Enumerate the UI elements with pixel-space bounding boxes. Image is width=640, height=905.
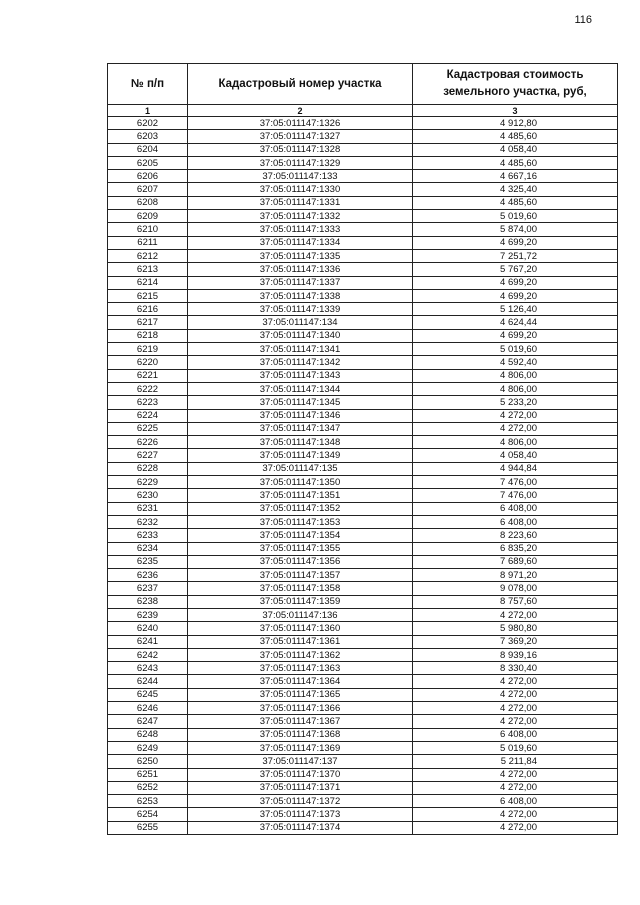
- table-row: [108, 382, 618, 395]
- table-row: [108, 316, 618, 329]
- cadastral-number: 37:05:011147:136: [188, 608, 413, 621]
- row-number: 6212: [108, 249, 188, 262]
- column-index-3: 3: [413, 105, 618, 117]
- table-row: [108, 702, 618, 715]
- table-body: [108, 117, 618, 835]
- cadastral-number: 37:05:011147:1367: [188, 715, 413, 728]
- row-number: 6235: [108, 555, 188, 568]
- table-row: [108, 196, 618, 209]
- cadastral-value: 8 939,16: [413, 648, 618, 661]
- cadastral-number: 37:05:011147:1366: [188, 702, 413, 715]
- table-row: [108, 529, 618, 542]
- cadastral-value: 5 233,20: [413, 396, 618, 409]
- table-row: [108, 569, 618, 582]
- cadastral-value: 8 971,20: [413, 569, 618, 582]
- cadastral-value: 4 272,00: [413, 715, 618, 728]
- cadastral-value: 4 058,40: [413, 449, 618, 462]
- row-number: 6254: [108, 808, 188, 821]
- cadastral-value: 9 078,00: [413, 582, 618, 595]
- row-number: 6221: [108, 369, 188, 382]
- row-number: 6228: [108, 462, 188, 475]
- row-number: 6209: [108, 210, 188, 223]
- cadastral-number: 37:05:011147:1328: [188, 143, 413, 156]
- row-number: 6219: [108, 343, 188, 356]
- cadastral-value: 4 624,44: [413, 316, 618, 329]
- row-number: 6206: [108, 170, 188, 183]
- cadastral-number: 37:05:011147:1337: [188, 276, 413, 289]
- row-number: 6229: [108, 476, 188, 489]
- row-number: 6240: [108, 622, 188, 635]
- header-number: № п/п: [108, 64, 188, 105]
- cadastral-number: 37:05:011147:1327: [188, 130, 413, 143]
- cadastral-number: 37:05:011147:1372: [188, 795, 413, 808]
- cadastral-number: 37:05:011147:1352: [188, 502, 413, 515]
- row-number: 6217: [108, 316, 188, 329]
- cadastral-number: 37:05:011147:1356: [188, 555, 413, 568]
- table-row: [108, 582, 618, 595]
- cadastral-number: 37:05:011147:1369: [188, 741, 413, 754]
- row-number: 6233: [108, 529, 188, 542]
- table-row: [108, 755, 618, 768]
- cadastral-number: 37:05:011147:1355: [188, 542, 413, 555]
- row-number: 6204: [108, 143, 188, 156]
- row-number: 6244: [108, 675, 188, 688]
- cadastral-number: 37:05:011147:1333: [188, 223, 413, 236]
- cadastral-number: 37:05:011147:1374: [188, 821, 413, 834]
- cadastral-number: 37:05:011147:134: [188, 316, 413, 329]
- cadastral-value: 4 699,20: [413, 236, 618, 249]
- cadastral-number: 37:05:011147:1331: [188, 196, 413, 209]
- table-row: [108, 808, 618, 821]
- row-number: 6239: [108, 608, 188, 621]
- cadastral-number: 37:05:011147:1340: [188, 329, 413, 342]
- cadastral-value: 8 223,60: [413, 529, 618, 542]
- table-row: [108, 608, 618, 621]
- cadastral-value: 7 369,20: [413, 635, 618, 648]
- row-number: 6203: [108, 130, 188, 143]
- cadastral-number: 37:05:011147:1373: [188, 808, 413, 821]
- cadastral-number: 37:05:011147:1339: [188, 303, 413, 316]
- cadastral-number: 37:05:011147:1354: [188, 529, 413, 542]
- row-number: 6207: [108, 183, 188, 196]
- table-row: [108, 436, 618, 449]
- table-row: [108, 781, 618, 794]
- row-number: 6223: [108, 396, 188, 409]
- cadastral-value: 4 272,00: [413, 768, 618, 781]
- table-row: [108, 409, 618, 422]
- cadastral-number: 37:05:011147:133: [188, 170, 413, 183]
- cadastral-number: 37:05:011147:1359: [188, 595, 413, 608]
- table-row: [108, 595, 618, 608]
- row-number: 6202: [108, 117, 188, 130]
- row-number: 6255: [108, 821, 188, 834]
- row-number: 6205: [108, 156, 188, 169]
- table-row: [108, 715, 618, 728]
- cadastral-number: 37:05:011147:1344: [188, 382, 413, 395]
- table-row: [108, 489, 618, 502]
- cadastral-number: 37:05:011147:1349: [188, 449, 413, 462]
- row-number: 6251: [108, 768, 188, 781]
- cadastral-number: 37:05:011147:1326: [188, 117, 413, 130]
- cadastral-table: [107, 63, 618, 835]
- cadastral-number: 37:05:011147:1343: [188, 369, 413, 382]
- table-row: [108, 210, 618, 223]
- row-number: 6252: [108, 781, 188, 794]
- cadastral-value: 4 272,00: [413, 702, 618, 715]
- cadastral-number: 37:05:011147:135: [188, 462, 413, 475]
- row-number: 6214: [108, 276, 188, 289]
- cadastral-value: 5 126,40: [413, 303, 618, 316]
- row-number: 6225: [108, 422, 188, 435]
- cadastral-value: 4 699,20: [413, 276, 618, 289]
- cadastral-number: 37:05:011147:1370: [188, 768, 413, 781]
- cadastral-number: 37:05:011147:1346: [188, 409, 413, 422]
- row-number: 6253: [108, 795, 188, 808]
- cadastral-value: 4 272,00: [413, 781, 618, 794]
- cadastral-value: 5 767,20: [413, 263, 618, 276]
- header-cadastral-number: Кадастровый номер участка: [188, 64, 413, 105]
- table-row: [108, 648, 618, 661]
- table-row: [108, 369, 618, 382]
- table-row: [108, 542, 618, 555]
- cadastral-number: 37:05:011147:1368: [188, 728, 413, 741]
- row-number: 6249: [108, 741, 188, 754]
- table-row: [108, 276, 618, 289]
- cadastral-number: 37:05:011147:1365: [188, 688, 413, 701]
- cadastral-value: 6 408,00: [413, 502, 618, 515]
- cadastral-number: 37:05:011147:1358: [188, 582, 413, 595]
- table-row: [108, 768, 618, 781]
- cadastral-value: 4 272,00: [413, 422, 618, 435]
- table-row: [108, 289, 618, 302]
- cadastral-value: 8 330,40: [413, 662, 618, 675]
- cadastral-number: 37:05:011147:1350: [188, 476, 413, 489]
- cadastral-value: 4 485,60: [413, 130, 618, 143]
- cadastral-number: 37:05:011147:1362: [188, 648, 413, 661]
- cadastral-value: 7 689,60: [413, 555, 618, 568]
- cadastral-number: 37:05:011147:1363: [188, 662, 413, 675]
- table-row: [108, 555, 618, 568]
- table-row: [108, 117, 618, 130]
- table-row: [108, 462, 618, 475]
- cadastral-number: 37:05:011147:1338: [188, 289, 413, 302]
- cadastral-value: 4 806,00: [413, 436, 618, 449]
- row-number: 6242: [108, 648, 188, 661]
- cadastral-value: 5 019,60: [413, 210, 618, 223]
- table-row: [108, 183, 618, 196]
- row-number: 6247: [108, 715, 188, 728]
- row-number: 6226: [108, 436, 188, 449]
- table-row: [108, 303, 618, 316]
- table-row: [108, 795, 618, 808]
- row-number: 6232: [108, 515, 188, 528]
- row-number: 6216: [108, 303, 188, 316]
- table-row: [108, 329, 618, 342]
- row-number: 6236: [108, 569, 188, 582]
- cadastral-value: 4 272,00: [413, 608, 618, 621]
- cadastral-number: 37:05:011147:137: [188, 755, 413, 768]
- row-number: 6238: [108, 595, 188, 608]
- cadastral-value: 7 476,00: [413, 476, 618, 489]
- table-row: [108, 515, 618, 528]
- table-row: [108, 356, 618, 369]
- table-row: [108, 728, 618, 741]
- row-number: 6222: [108, 382, 188, 395]
- row-number: 6237: [108, 582, 188, 595]
- table-row: [108, 156, 618, 169]
- table-row: [108, 170, 618, 183]
- cadastral-number: 37:05:011147:1371: [188, 781, 413, 794]
- cadastral-value: 4 944,84: [413, 462, 618, 475]
- column-index-1: 1: [108, 105, 188, 117]
- cadastral-value: 4 272,00: [413, 409, 618, 422]
- row-number: 6227: [108, 449, 188, 462]
- table-row: [108, 449, 618, 462]
- column-index-2: 2: [188, 105, 413, 117]
- cadastral-number: 37:05:011147:1353: [188, 515, 413, 528]
- row-number: 6224: [108, 409, 188, 422]
- row-number: 6218: [108, 329, 188, 342]
- table-row: [108, 396, 618, 409]
- cadastral-value: 4 806,00: [413, 382, 618, 395]
- cadastral-number: 37:05:011147:1351: [188, 489, 413, 502]
- row-number: 6213: [108, 263, 188, 276]
- table-row: [108, 263, 618, 276]
- row-number: 6241: [108, 635, 188, 648]
- row-number: 6234: [108, 542, 188, 555]
- cadastral-number: 37:05:011147:1334: [188, 236, 413, 249]
- cadastral-value: 5 211,84: [413, 755, 618, 768]
- cadastral-value: 4 485,60: [413, 196, 618, 209]
- cadastral-number: 37:05:011147:1347: [188, 422, 413, 435]
- cadastral-number: 37:05:011147:1329: [188, 156, 413, 169]
- row-number: 6248: [108, 728, 188, 741]
- row-number: 6215: [108, 289, 188, 302]
- table-row: [108, 422, 618, 435]
- cadastral-value: 4 272,00: [413, 808, 618, 821]
- row-number: 6243: [108, 662, 188, 675]
- table-row: [108, 249, 618, 262]
- cadastral-value: 7 251,72: [413, 249, 618, 262]
- cadastral-value: 4 667,16: [413, 170, 618, 183]
- cadastral-value: 6 408,00: [413, 795, 618, 808]
- row-number: 6245: [108, 688, 188, 701]
- table-row: [108, 236, 618, 249]
- row-number: 6250: [108, 755, 188, 768]
- cadastral-value: 4 485,60: [413, 156, 618, 169]
- table-row: [108, 143, 618, 156]
- cadastral-value: 4 272,00: [413, 821, 618, 834]
- cadastral-number: 37:05:011147:1342: [188, 356, 413, 369]
- cadastral-number: 37:05:011147:1357: [188, 569, 413, 582]
- header-cadastral-value: Кадастровая стоимость земельного участка, руб,: [413, 64, 618, 105]
- cadastral-value: 6 408,00: [413, 728, 618, 741]
- cadastral-number: 37:05:011147:1336: [188, 263, 413, 276]
- cadastral-value: 7 476,00: [413, 489, 618, 502]
- cadastral-number: 37:05:011147:1345: [188, 396, 413, 409]
- cadastral-number: 37:05:011147:1364: [188, 675, 413, 688]
- cadastral-value: 4 699,20: [413, 329, 618, 342]
- cadastral-value: 6 408,00: [413, 515, 618, 528]
- table-row: [108, 821, 618, 834]
- table-row: [108, 343, 618, 356]
- table-row: [108, 688, 618, 701]
- table-header: [108, 64, 618, 117]
- table-row: [108, 502, 618, 515]
- table-row: [108, 223, 618, 236]
- cadastral-number: 37:05:011147:1361: [188, 635, 413, 648]
- cadastral-value: 5 874,00: [413, 223, 618, 236]
- page-number: 116: [574, 14, 592, 26]
- cadastral-value: 8 757,60: [413, 595, 618, 608]
- cadastral-value: 4 272,00: [413, 675, 618, 688]
- table-row: [108, 662, 618, 675]
- cadastral-number: 37:05:011147:1332: [188, 210, 413, 223]
- cadastral-value: 4 592,40: [413, 356, 618, 369]
- table-row: [108, 635, 618, 648]
- table-row: [108, 622, 618, 635]
- table-row: [108, 130, 618, 143]
- table-row: [108, 741, 618, 754]
- cadastral-value: 5 980,80: [413, 622, 618, 635]
- row-number: 6230: [108, 489, 188, 502]
- cadastral-value: 4 325,40: [413, 183, 618, 196]
- row-number: 6220: [108, 356, 188, 369]
- cadastral-number: 37:05:011147:1360: [188, 622, 413, 635]
- table-row: [108, 675, 618, 688]
- cadastral-value: 4 806,00: [413, 369, 618, 382]
- row-number: 6231: [108, 502, 188, 515]
- row-number: 6211: [108, 236, 188, 249]
- cadastral-value: 5 019,60: [413, 741, 618, 754]
- cadastral-value: 4 272,00: [413, 688, 618, 701]
- cadastral-number: 37:05:011147:1348: [188, 436, 413, 449]
- row-number: 6208: [108, 196, 188, 209]
- cadastral-value: 4 699,20: [413, 289, 618, 302]
- cadastral-number: 37:05:011147:1330: [188, 183, 413, 196]
- row-number: 6210: [108, 223, 188, 236]
- cadastral-number: 37:05:011147:1341: [188, 343, 413, 356]
- row-number: 6246: [108, 702, 188, 715]
- cadastral-value: 4 912,80: [413, 117, 618, 130]
- cadastral-value: 5 019,60: [413, 343, 618, 356]
- cadastral-value: 6 835,20: [413, 542, 618, 555]
- cadastral-value: 4 058,40: [413, 143, 618, 156]
- cadastral-number: 37:05:011147:1335: [188, 249, 413, 262]
- table-row: [108, 476, 618, 489]
